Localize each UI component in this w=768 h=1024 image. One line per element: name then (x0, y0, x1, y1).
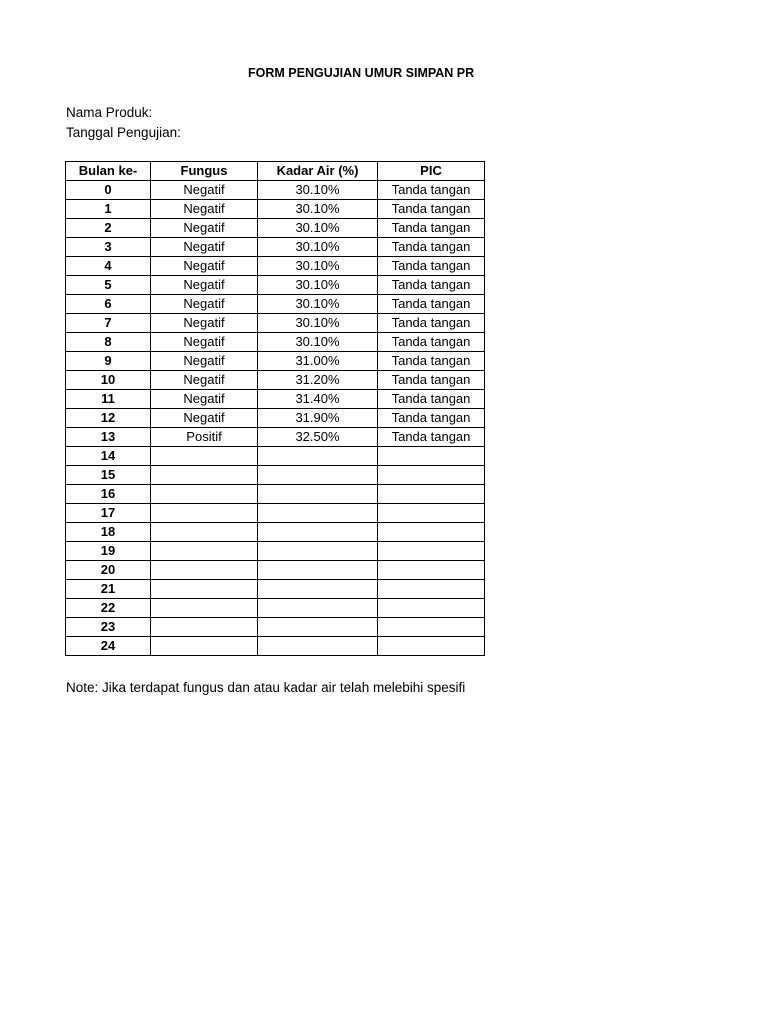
pic-cell (378, 485, 485, 504)
fungus-cell (151, 637, 258, 656)
table-row (66, 390, 485, 409)
table-row (66, 561, 485, 580)
moisture-cell: 31.40% (258, 390, 378, 409)
month-cell: 3 (66, 238, 151, 257)
pic-cell (378, 523, 485, 542)
month-cell: 23 (66, 618, 151, 637)
moisture-cell (258, 447, 378, 466)
table-row (66, 599, 485, 618)
month-cell: 8 (66, 333, 151, 352)
fungus-cell (151, 504, 258, 523)
month-cell: 0 (66, 181, 151, 200)
table-row (66, 409, 485, 428)
moisture-cell: 32.50% (258, 428, 378, 447)
moisture-cell (258, 542, 378, 561)
moisture-cell (258, 561, 378, 580)
month-cell: 18 (66, 523, 151, 542)
fungus-cell (151, 542, 258, 561)
table-row (66, 238, 485, 257)
table-row (66, 637, 485, 656)
fungus-cell: Negatif (151, 390, 258, 409)
month-cell: 7 (66, 314, 151, 333)
pic-cell: Tanda tangan (378, 390, 485, 409)
pic-cell: Tanda tangan (378, 333, 485, 352)
moisture-cell (258, 618, 378, 637)
header-pic: PIC (378, 162, 485, 181)
moisture-cell: 31.90% (258, 409, 378, 428)
fungus-cell: Negatif (151, 314, 258, 333)
moisture-cell (258, 466, 378, 485)
table-row (66, 371, 485, 390)
table-row (66, 542, 485, 561)
table-row (66, 295, 485, 314)
fungus-cell: Negatif (151, 371, 258, 390)
month-cell: 14 (66, 447, 151, 466)
table-row (66, 314, 485, 333)
pic-cell: Tanda tangan (378, 200, 485, 219)
fungus-cell: Negatif (151, 257, 258, 276)
month-cell: 5 (66, 276, 151, 295)
moisture-cell (258, 599, 378, 618)
month-cell: 16 (66, 485, 151, 504)
moisture-cell (258, 580, 378, 599)
moisture-cell: 30.10% (258, 333, 378, 352)
pic-cell (378, 542, 485, 561)
moisture-cell: 30.10% (258, 219, 378, 238)
month-cell: 22 (66, 599, 151, 618)
pic-cell (378, 599, 485, 618)
pic-cell (378, 618, 485, 637)
month-cell: 21 (66, 580, 151, 599)
fungus-cell (151, 523, 258, 542)
fungus-cell: Negatif (151, 276, 258, 295)
moisture-cell (258, 504, 378, 523)
fungus-cell: Positif (151, 428, 258, 447)
moisture-cell: 31.20% (258, 371, 378, 390)
month-cell: 17 (66, 504, 151, 523)
month-cell: 15 (66, 466, 151, 485)
fungus-cell (151, 466, 258, 485)
table-header-row (66, 162, 485, 181)
table-row (66, 257, 485, 276)
table-row (66, 466, 485, 485)
fungus-cell: Negatif (151, 295, 258, 314)
month-cell: 2 (66, 219, 151, 238)
pic-cell: Tanda tangan (378, 219, 485, 238)
fungus-cell: Negatif (151, 200, 258, 219)
pic-cell: Tanda tangan (378, 409, 485, 428)
table-row (66, 485, 485, 504)
table-row (66, 523, 485, 542)
month-cell: 11 (66, 390, 151, 409)
moisture-cell (258, 523, 378, 542)
table-row (66, 333, 485, 352)
moisture-cell: 31.00% (258, 352, 378, 371)
pic-cell: Tanda tangan (378, 238, 485, 257)
moisture-cell: 30.10% (258, 276, 378, 295)
moisture-cell (258, 637, 378, 656)
month-cell: 19 (66, 542, 151, 561)
month-cell: 10 (66, 371, 151, 390)
month-cell: 13 (66, 428, 151, 447)
pic-cell (378, 447, 485, 466)
table-row (66, 181, 485, 200)
fungus-cell: Negatif (151, 333, 258, 352)
pic-cell: Tanda tangan (378, 428, 485, 447)
moisture-cell: 30.10% (258, 295, 378, 314)
month-cell: 12 (66, 409, 151, 428)
fungus-cell (151, 485, 258, 504)
table-row (66, 352, 485, 371)
moisture-cell (258, 485, 378, 504)
fungus-cell: Negatif (151, 352, 258, 371)
table-row (66, 276, 485, 295)
month-cell: 6 (66, 295, 151, 314)
pic-cell (378, 504, 485, 523)
moisture-cell: 30.10% (258, 238, 378, 257)
pic-cell: Tanda tangan (378, 276, 485, 295)
header-fungus: Fungus (151, 162, 258, 181)
pic-cell (378, 580, 485, 599)
pic-cell: Tanda tangan (378, 257, 485, 276)
table-row (66, 580, 485, 599)
table-row (66, 447, 485, 466)
product-name-label: Nama Produk: (66, 105, 153, 120)
fungus-cell: Negatif (151, 181, 258, 200)
fungus-cell: Negatif (151, 238, 258, 257)
fungus-cell (151, 599, 258, 618)
pic-cell: Tanda tangan (378, 181, 485, 200)
fungus-cell (151, 580, 258, 599)
test-date-label: Tanggal Pengujian: (66, 125, 181, 140)
moisture-cell: 30.10% (258, 200, 378, 219)
fungus-cell (151, 447, 258, 466)
pic-cell: Tanda tangan (378, 314, 485, 333)
shelf-life-table (65, 161, 485, 656)
pic-cell (378, 466, 485, 485)
pic-cell: Tanda tangan (378, 352, 485, 371)
pic-cell: Tanda tangan (378, 295, 485, 314)
fungus-cell (151, 618, 258, 637)
fungus-cell (151, 561, 258, 580)
month-cell: 1 (66, 200, 151, 219)
month-cell: 20 (66, 561, 151, 580)
table-row (66, 618, 485, 637)
fungus-cell: Negatif (151, 219, 258, 238)
table-row (66, 200, 485, 219)
fungus-cell: Negatif (151, 409, 258, 428)
moisture-cell: 30.10% (258, 181, 378, 200)
month-cell: 9 (66, 352, 151, 371)
table-row (66, 504, 485, 523)
moisture-cell: 30.10% (258, 314, 378, 333)
month-cell: 4 (66, 257, 151, 276)
header-month: Bulan ke- (66, 162, 151, 181)
footnote: Note: Jika terdapat fungus dan atau kadar air telah melebihi spesifi (66, 680, 466, 695)
pic-cell (378, 637, 485, 656)
form-title: FORM PENGUJIAN UMUR SIMPAN PR (248, 66, 475, 80)
moisture-cell: 30.10% (258, 257, 378, 276)
table-row (66, 219, 485, 238)
pic-cell: Tanda tangan (378, 371, 485, 390)
month-cell: 24 (66, 637, 151, 656)
header-moisture: Kadar Air (%) (258, 162, 378, 181)
pic-cell (378, 561, 485, 580)
table-row (66, 428, 485, 447)
